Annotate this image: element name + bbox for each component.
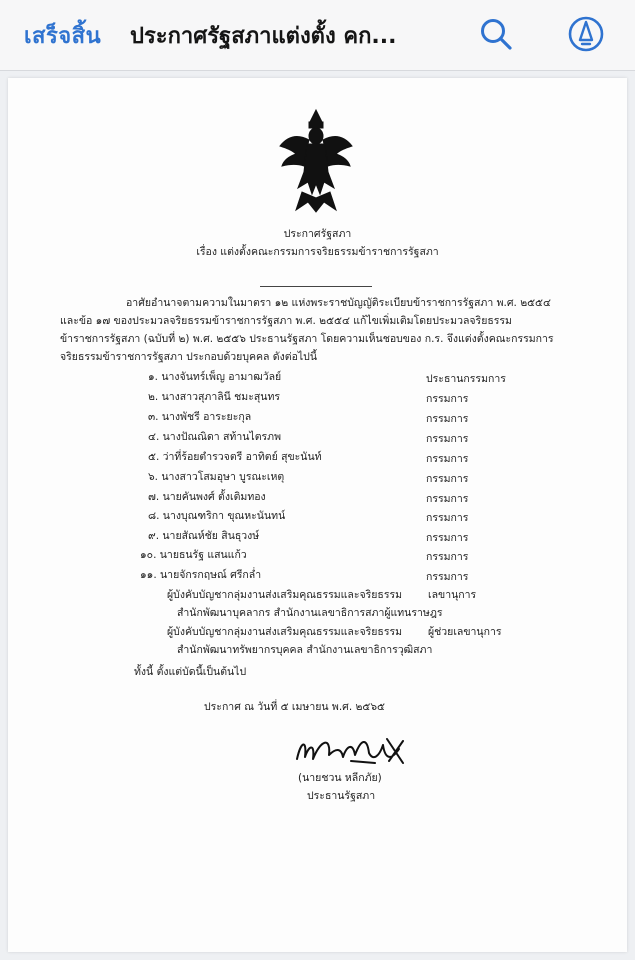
document-title: ประกาศรัฐสภาแต่งตั้ง คก... bbox=[130, 24, 397, 49]
assistant-line-1: ผู้บังคับบัญชากลุ่มงานส่งเสริมคุณธรรมและจริยธรรม bbox=[167, 626, 403, 638]
effective-statement: ทั้งนี้ ตั้งแต่บัดนี้เป็นต้นไป bbox=[134, 666, 247, 678]
garuda-emblem bbox=[276, 106, 356, 216]
assistant-line-2: สำนักพัฒนาทรัพยากรบุคคล สำนักงานเลขาธิการวุฒิสภา bbox=[177, 644, 433, 656]
divider-line bbox=[260, 286, 372, 287]
secretary-line-2: สำนักพัฒนาบุคลากร สำนักงานเลขาธิการสภาผู้แทนราษฎร bbox=[177, 607, 443, 619]
body-line-2: และข้อ ๑๗ ของประมวลจริยธรรมข้าราชการรัฐสภา พ.ศ. ๒๕๕๔ แก้ไขเพิ่มเติมโดยประมวลจริยธรรม bbox=[60, 315, 512, 327]
member-role-7: กรรมการ bbox=[426, 493, 469, 505]
signer-title: ประธานรัฐสภา bbox=[307, 790, 376, 802]
document-org-title: ประกาศรัฐสภา bbox=[283, 228, 352, 240]
member-name-8: ๘. นางบุณฑริกา ขุณหะนันทน์ bbox=[148, 510, 286, 522]
member-name-6: ๖. นางสาวโสมอุษา บูรณะเหตุ bbox=[148, 471, 285, 483]
announcement-date: ประกาศ ณ วันที่ ๕ เมษายน พ.ศ. ๒๕๖๕ bbox=[204, 701, 385, 713]
member-role-9: กรรมการ bbox=[426, 532, 469, 544]
member-role-2: กรรมการ bbox=[426, 393, 469, 405]
secretary-role: เลขานุการ bbox=[428, 589, 477, 601]
done-button[interactable]: เสร็จสิ้น bbox=[24, 24, 102, 49]
signature bbox=[291, 731, 421, 771]
member-name-3: ๓. นางพัชรี อาระยะกุล bbox=[148, 411, 252, 423]
top-navigation-bar bbox=[0, 0, 635, 71]
member-name-7: ๗. นายคันพงศ์ ตั้งเติมทอง bbox=[148, 491, 266, 503]
body-line-1: อาศัยอำนาจตามความในมาตรา ๑๒ แห่งพระราชบัญญัติระเบียบข้าราชการรัฐสภา พ.ศ. ๒๕๕๔ bbox=[126, 297, 551, 309]
member-role-5: กรรมการ bbox=[426, 453, 469, 465]
signer-name: (นายชวน หลีกภัย) bbox=[298, 772, 382, 784]
member-role-11: กรรมการ bbox=[426, 571, 469, 583]
member-name-4: ๔. นางปัณณิดา สท้านไตรภพ bbox=[148, 431, 282, 443]
member-name-9: ๙. นายสัณห์ชัย สินธุวงษ์ bbox=[148, 530, 260, 542]
assistant-role: ผู้ช่วยเลขานุการ bbox=[428, 626, 502, 638]
member-role-10: กรรมการ bbox=[426, 551, 469, 563]
secretary-line-1: ผู้บังคับบัญชากลุ่มงานส่งเสริมคุณธรรมและจริยธรรม bbox=[167, 589, 403, 601]
body-line-4: จริยธรรมข้าราชการรัฐสภา ประกอบด้วยบุคคล ดังต่อไปนี้ bbox=[60, 351, 317, 363]
member-name-5: ๕. ว่าที่ร้อยตำรวจตรี อาทิตย์ สุขะนันท์ bbox=[148, 451, 322, 463]
body-line-3: ข้าราชการรัฐสภา (ฉบับที่ ๒) พ.ศ. ๒๕๕๖ ประธานรัฐสภา โดยความเห็นชอบของ ก.ร. จึงแต่งตั้งคณะกรรมการ bbox=[60, 333, 554, 345]
member-role-6: กรรมการ bbox=[426, 473, 469, 485]
markup-pen-icon[interactable] bbox=[566, 14, 606, 54]
member-name-1: ๑. นางจันทร์เพ็ญ อามาฒวัลย์ bbox=[148, 371, 282, 383]
document-page[interactable] bbox=[8, 78, 627, 952]
member-name-11: ๑๑. นายจักรกฤษณ์ ศรีกล่ำ bbox=[140, 569, 262, 581]
search-icon[interactable] bbox=[476, 14, 516, 54]
member-role-4: กรรมการ bbox=[426, 433, 469, 445]
member-role-8: กรรมการ bbox=[426, 512, 469, 524]
member-role-3: กรรมการ bbox=[426, 413, 469, 425]
document-content bbox=[8, 78, 627, 952]
member-name-2: ๒. นางสาวสุภาลินี ชมะสุนทร bbox=[148, 391, 281, 403]
member-role-1: ประธานกรรมการ bbox=[426, 373, 506, 385]
member-name-10: ๑๐. นายธนรัฐ แสนแก้ว bbox=[140, 549, 247, 561]
document-subject: เรื่อง แต่งตั้งคณะกรรมการจริยธรรมข้าราชการรัฐสภา bbox=[196, 246, 439, 258]
